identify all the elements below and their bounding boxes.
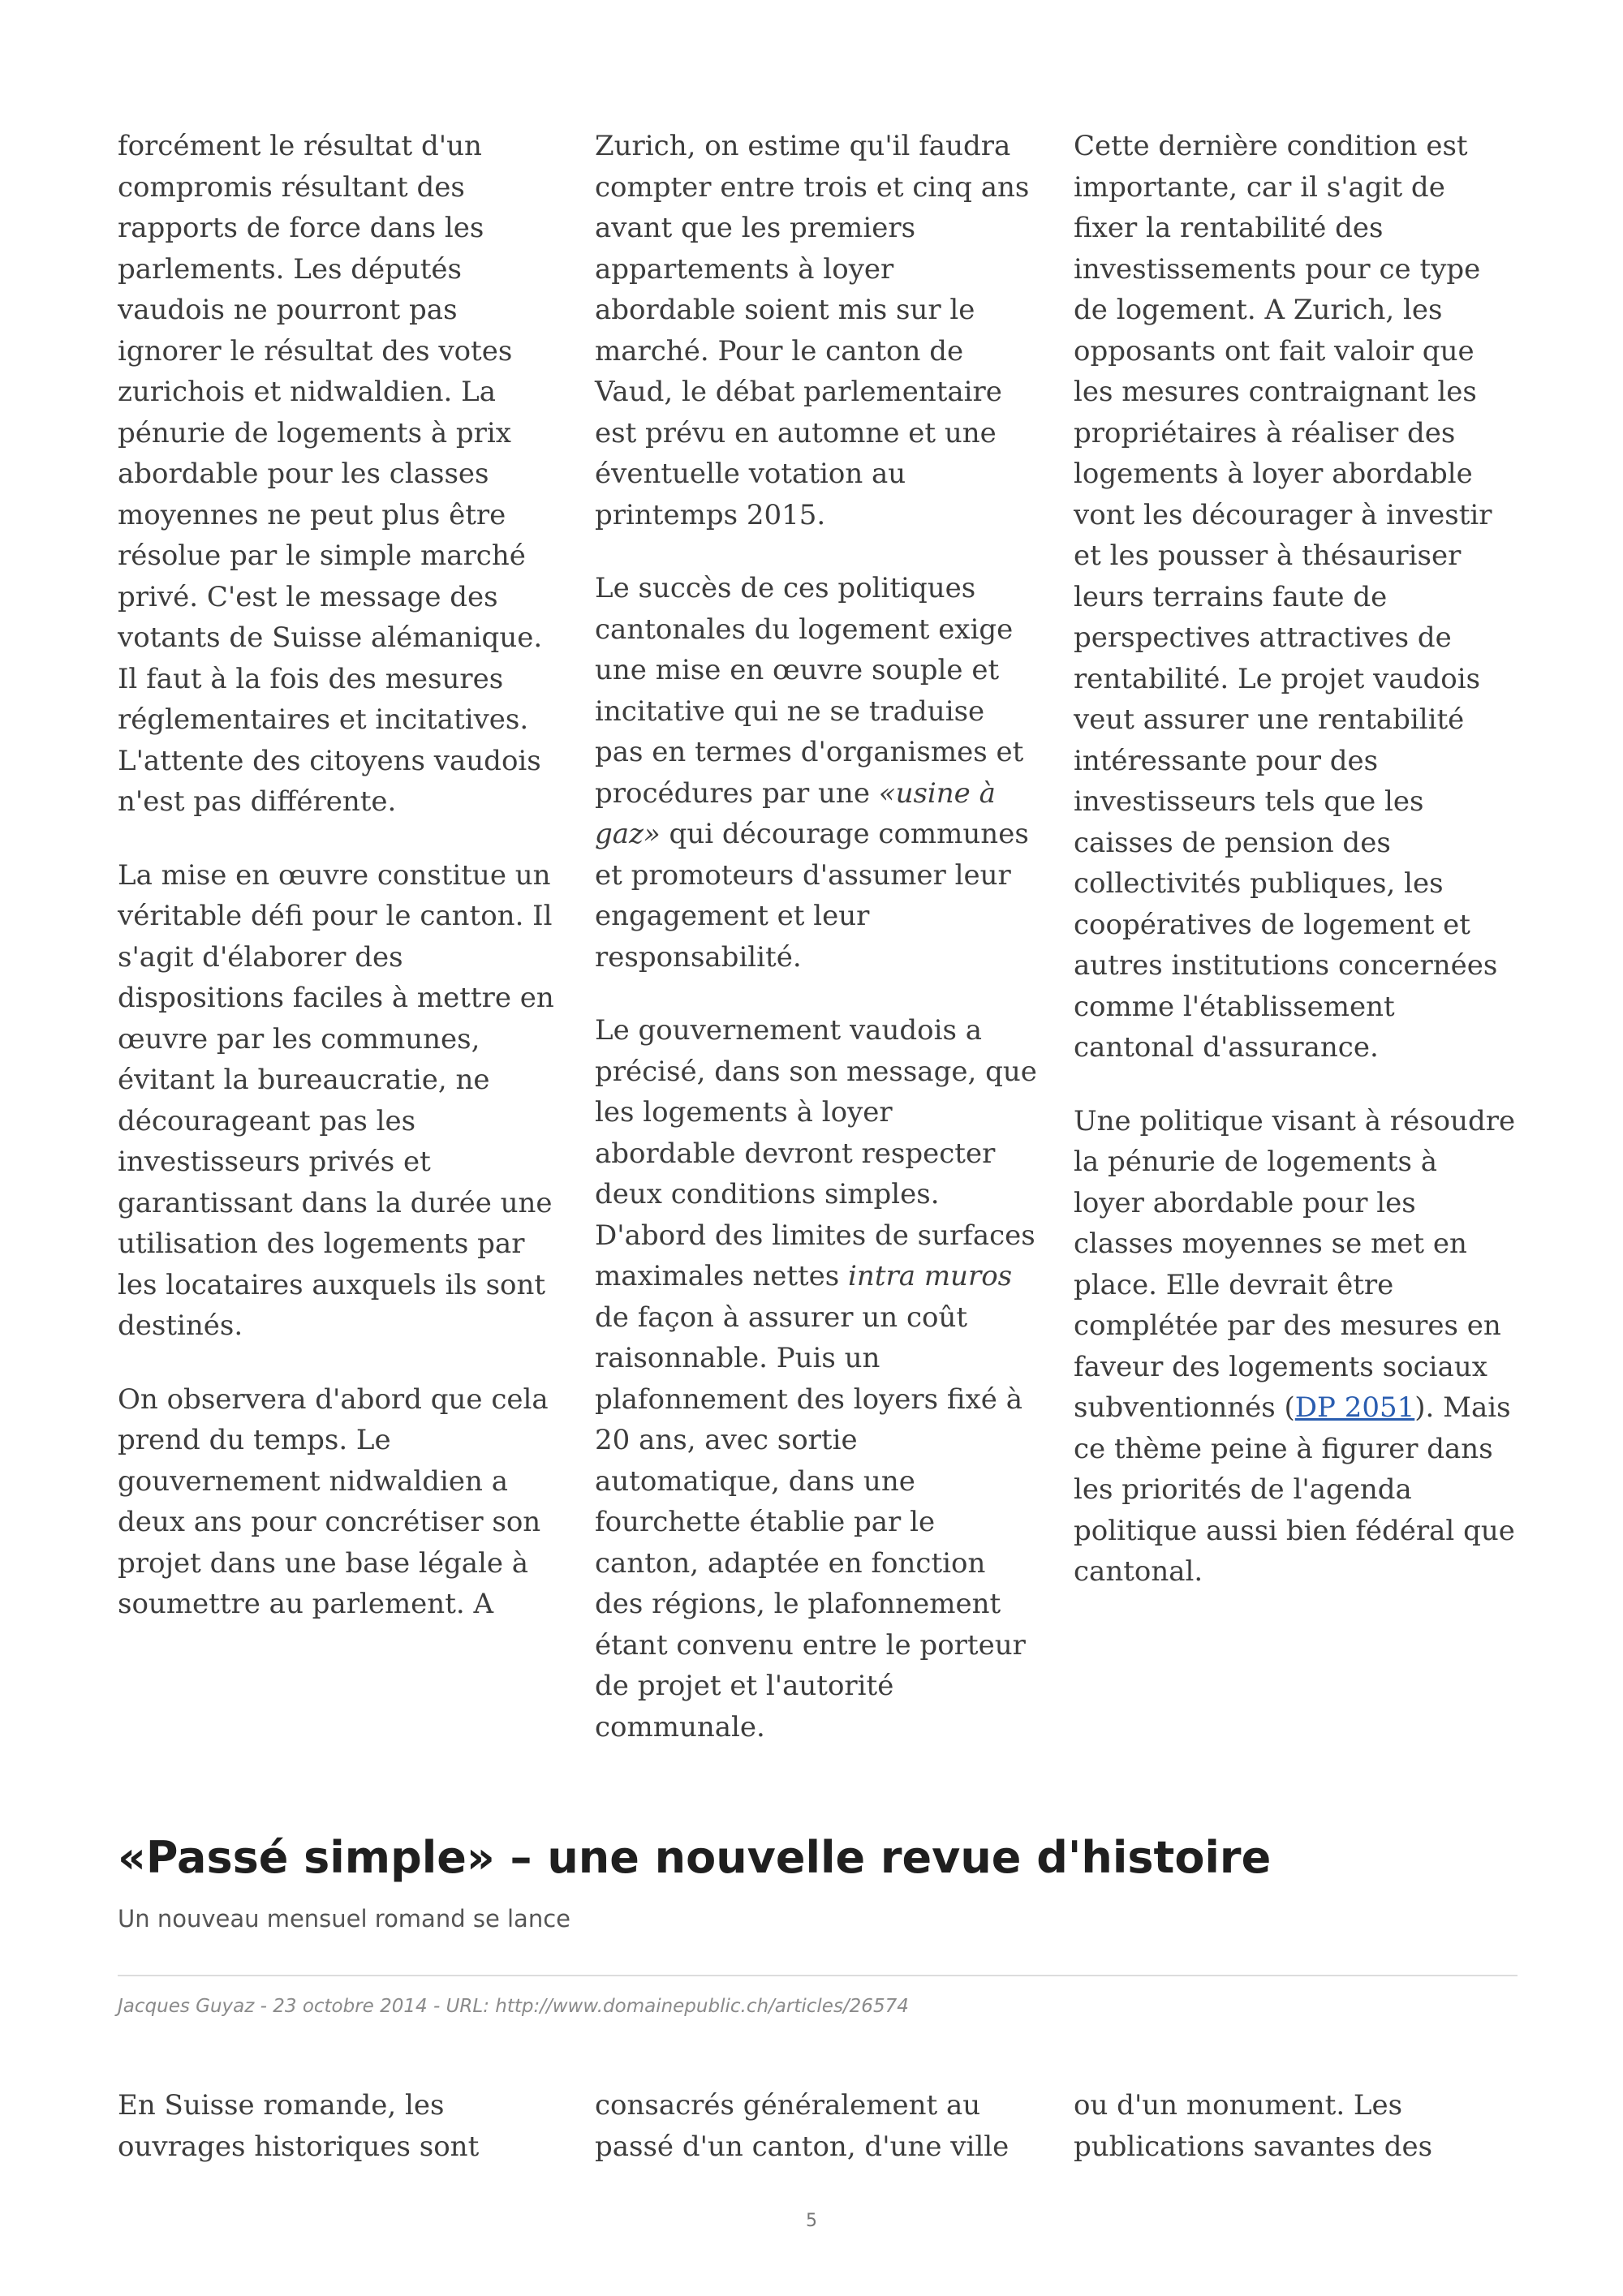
article-column-3 — [1074, 126, 1516, 1625]
article-column-1 — [118, 126, 560, 1658]
text-run: ). Mais ce thème peine à figurer dans les priorités de l'agenda politique aussi bien fédéral que cantonal. — [1074, 1391, 1515, 1588]
emphasis-text: «usine à gaz» — [595, 776, 996, 850]
dp-2051-link[interactable]: DP 2051 — [1294, 1391, 1415, 1424]
text-run: de façon à assurer un coût raisonnable. Puis un plafonnement des loyers fixé à 20 ans, avec sortie automatique, dans une fourchette établie par le canton, adaptée en fonction des régions, le plafonnement étant convenu entre le porteur de projet et l'autorité communale. — [595, 1301, 1026, 1743]
article2-column-3 — [1074, 2085, 1516, 2167]
paragraph: Zurich, on estime qu'il faudra compter entre trois et cinq ans avant que les premiers appartements à loyer abordable soient mis sur le marché. Pour le canton de Vaud, le débat parlementaire est prévu en automne et une éventuelle votation au printemps 2015. — [595, 130, 1030, 531]
article-byline: Jacques Guyaz - 23 octobre 2014 - URL: http://www.domainepublic.ch/articles/26574 — [118, 1996, 909, 2017]
article2-column-2 — [595, 2085, 1037, 2167]
paragraph: forcément le résultat d'un compromis résultant des rapports de force dans les parlements. Les députés vaudois ne pourront pas ignorer le résultat des votes zurichois et nidwaldien. La pénurie de logements à prix abordable pour les classes moyennes ne peut plus être résolue par le simple marché privé. C'est le message des votants de Suisse alémanique. Il faut à la fois des mesures réglementaires et incitatives. L'attente des citoyens vaudois n'est pas différente. — [118, 130, 543, 818]
paragraph: Cette dernière condition est importante, car il s'agit de fixer la rentabilité des investissements pour ce type de logement. A Zurich, les opposants ont fait valoir que les mesures contraignant les propriétaires à réaliser des logements à loyer abordable vont les décourager à investir et les pousser à thésauriser leurs terrains faute de perspectives attractives de rentabilité. Le projet vaudois veut assurer une rentabilité intéressante pour des investisseurs tels que les caisses de pension des collectivités publiques, les coopératives de logement et autres institutions concernées comme l'établissement cantonal d'assurance. — [1074, 130, 1498, 1064]
article-column-2 — [595, 126, 1037, 1780]
article2-column-1 — [118, 2085, 560, 2167]
text-run: qui décourage communes et promoteurs d'assumer leur engagement et leur responsabilité. — [595, 818, 1029, 974]
text-run: Une politique visant à résoudre la pénurie de logements à loyer abordable pour les classes moyennes se met en place. Elle devrait être complétée par des mesures en faveur des logements sociaux subventionnés ( — [1074, 1104, 1516, 1424]
text-run: Le succès de ces politiques cantonales du logement exige une mise en œuvre souple et incitative qui ne se traduise pas en termes d'organismes et procédures par une — [595, 572, 1024, 810]
paragraph: On observera d'abord que cela prend du temps. Le gouvernement nidwaldien a deux ans pour concrétiser son projet dans une base légale à soumettre au parlement. A — [118, 1382, 549, 1620]
divider — [118, 1975, 1518, 1976]
text-run: Le gouvernement vaudois a précisé, dans son message, que les logements à loyer abordable devront respecter deux conditions simples. D'abord des limites de surfaces maximales nettes — [595, 1014, 1037, 1292]
paragraph: consacrés généralement au passé d'un canton, d'une ville — [595, 2089, 1010, 2163]
article-title: «Passé simple» – une nouvelle revue d'histoire — [118, 1832, 1272, 1883]
page-number: 5 — [806, 2211, 817, 2231]
paragraph: En Suisse romande, les ouvrages historiques sont — [118, 2089, 480, 2163]
paragraph: La mise en œuvre constitue un véritable défi pour le canton. Il s'agit d'élaborer des dispositions faciles à mettre en œuvre par les communes, évitant la bureaucratie, ne décourageant pas les investisseurs privés et garantissant dans la durée une utilisation des logements par les locataires auxquels ils sont destinés. — [118, 858, 554, 1342]
paragraph — [595, 1010, 1037, 1748]
emphasis-text: intra muros — [848, 1260, 1013, 1292]
article-subtitle: Un nouveau mensuel romand se lance — [118, 1905, 570, 1933]
paragraph — [595, 568, 1037, 978]
paragraph: ou d'un monument. Les publications savantes des — [1074, 2089, 1433, 2163]
paragraph — [1074, 1101, 1516, 1593]
